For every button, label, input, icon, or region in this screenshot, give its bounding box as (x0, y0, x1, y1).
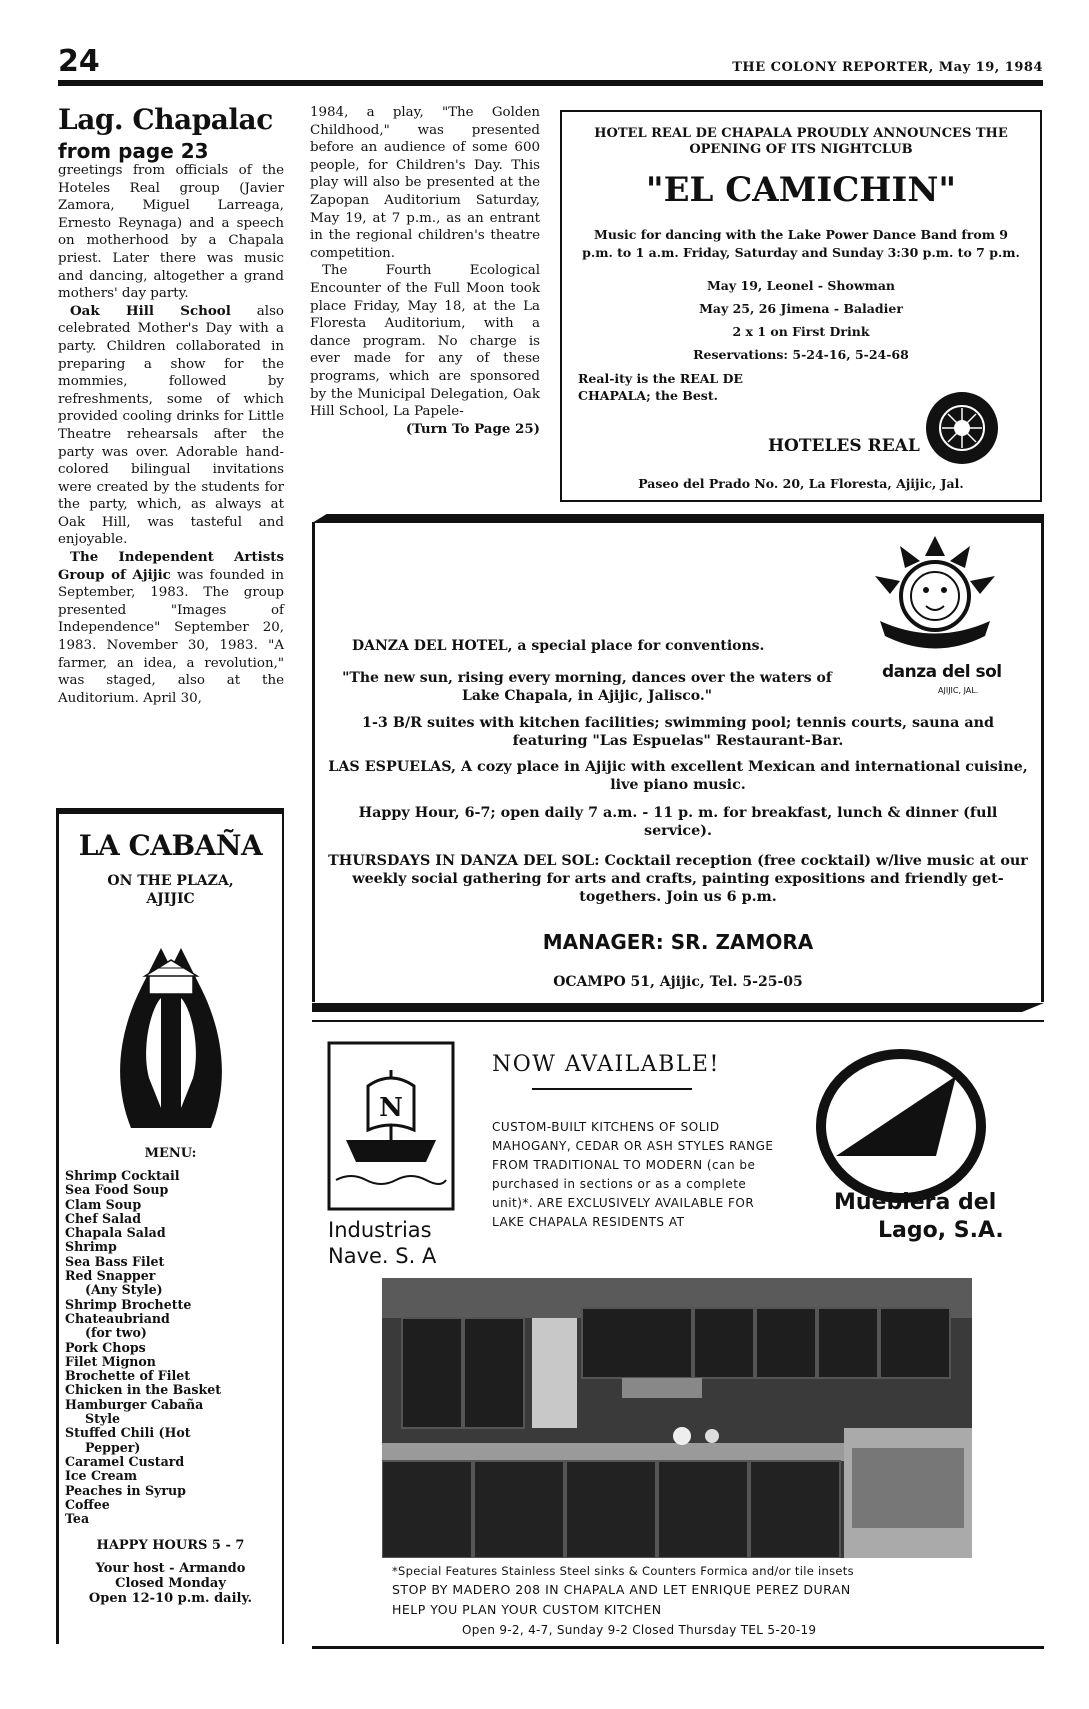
kitchens-stop-by: STOP BY MADERO 208 IN CHAPALA AND LET ENRIQUE PEREZ DURAN (392, 1582, 851, 1597)
bold-lead: The Independent Artists Group of Ajijic (58, 549, 284, 583)
danza-suites (326, 714, 1030, 750)
menu-item: Chapala Salad (65, 1225, 166, 1241)
article-column-2 (310, 104, 540, 438)
cabana-location-2: AJIJIC (146, 891, 195, 907)
hotel-real-ad (560, 110, 1042, 502)
ship-logo-icon (326, 1040, 456, 1212)
paragraph-text: was founded in September, 1983. The group presented "Images of Independence" September 20, 1983. November 30, 1983. "A farmer, an idea, a revolution," was staged, also at the Auditorium. April 30, (58, 567, 284, 706)
kitchen-photo (382, 1278, 972, 1558)
menu-item: Style (85, 1411, 121, 1427)
kitchens-help: HELP YOU PLAN YOUR CUSTOM KITCHEN (392, 1602, 662, 1617)
danza-bottom-rule (312, 1003, 1044, 1012)
hotel-slogan: Real-ity is the REAL DE CHAPALA; the Best. (578, 371, 743, 403)
paragraph-text: also celebrated Mother's Day with a party. Children collaborated in preparing a show for the mommies, followed by refreshments, some of which provided cooling drinks for Little Theatre rehearsals after the party was over. Adorable hand-colored bilingual invitations were created by the students for the party, which, as always at Oak Hill, was tasteful and enjoyable. (58, 303, 284, 548)
music-info: Music for dancing with the Lake Power Dance Band from 9 p.m. to 1 a.m. Friday, Saturday and Sunday 3:30 p.m. to 7 p.m. (582, 227, 1020, 260)
cabana-hours: Open 12-10 p.m. daily. (88, 1591, 253, 1607)
danza-espuelas: LAS ESPUELAS, A cozy place in Ajijic with excellent Mexican and international cuisine, live piano music. (328, 759, 1028, 793)
danza-quote: "The new sun, rising every morning, dances over the waters of Lake Chapala, in Ajijic, Jalisco." (342, 670, 832, 704)
kitchens-headline: NOW AVAILABLE! (492, 1052, 720, 1077)
left-brand-2: Nave. S. A (328, 1244, 437, 1268)
menu-item: Clam Soup (65, 1196, 142, 1212)
danza-sun-logo-icon (860, 526, 1010, 666)
svg-text:N: N (379, 1093, 403, 1123)
club-name: "EL CAMICHIN" (645, 170, 957, 210)
show-1: May 19, Leonel - Showman (706, 278, 896, 293)
kitchens-features: *Special Features Stainless Steel sinks & Counters Formica and/or tile insets (392, 1564, 854, 1578)
article-paragraph: greetings from officials of the Hoteles Real group (Javier Zamora, Miguel Larreaga, Ernesto Reynaga) and a speech on motherhood by a Chapala priest. Later there was music and dancing, altogether a grand mothers' day party. (58, 163, 284, 302)
danza-logo-sub: AJIJIC, JAL. (938, 686, 979, 695)
page-number: 24 (58, 44, 100, 79)
menu-item: Chicken in the Basket (65, 1382, 222, 1398)
menu-item: Pork Chops (65, 1339, 146, 1355)
cabana-name: LA CABAÑA (78, 829, 263, 862)
danza-ad (312, 514, 1044, 1012)
hotel-brand: HOTELES REAL (768, 436, 920, 456)
article-headline: Lag. Chapalac (58, 103, 273, 136)
menu-item: Filet Mignon (65, 1353, 156, 1369)
jump-line: (Turn To Page 25) (405, 420, 540, 437)
menu-item: Coffee (65, 1496, 110, 1512)
menu-title: MENU: (144, 1146, 197, 1161)
danza-top-rule (312, 514, 1044, 523)
kitchens-hours: Open 9-2, 4-7, Sunday 9-2 Closed Thursday TEL 5-20-19 (462, 1623, 817, 1637)
danza-thursdays: THURSDAYS IN DANZA DEL SOL: Cocktail reception (free cocktail) w/live music at our weekly social gathering for arts and crafts, painting expositions and friendly get-togethers. Join us 6 p.m. (328, 853, 1028, 905)
article-paragraph (58, 549, 284, 707)
article-column-1 (58, 104, 284, 707)
danza-happy-hour: Happy Hour, 6-7; open daily 7 a.m. - 11 p. m. for breakfast, lunch & dinner (full service). (358, 805, 998, 839)
kitchens-headline-rule (532, 1088, 692, 1090)
cabana-illustration-icon (101, 928, 241, 1128)
menu-item: Ice Cream (65, 1468, 138, 1484)
menu-item: Peaches in Syrup (65, 1482, 186, 1498)
menu-item: Sea Bass Filet (65, 1253, 165, 1269)
drink-promo: 2 x 1 on First Drink (732, 324, 870, 339)
danza-suites-text: 1-3 B/R suites with kitchen facilities; swimming pool; tennis courts, sauna and featuring "Las Espuelas" Restaurant-Bar. (362, 715, 994, 749)
menu-item: Chateaubriand (65, 1310, 170, 1326)
menu-item: Brochette of Filet (65, 1368, 191, 1384)
reservations: Reservations: 5-24-16, 5-24-68 (693, 347, 909, 362)
article-subhead: from page 23 (58, 139, 209, 163)
menu-list (65, 1169, 282, 1526)
menu-item: Caramel Custard (65, 1453, 185, 1469)
menu-item: Shrimp (65, 1239, 117, 1255)
hotel-logo-icon (922, 388, 1002, 468)
left-brand-1: Industrias (328, 1218, 432, 1242)
danza-manager: MANAGER: SR. ZAMORA (542, 930, 814, 954)
la-cabana-ad (56, 808, 284, 1644)
menu-item: (for two) (85, 1325, 147, 1341)
menu-item: Chef Salad (65, 1210, 141, 1226)
mueblera-logo-icon (806, 1046, 996, 1206)
menu-item: (Any Style) (85, 1282, 163, 1298)
menu-item: Sea Food Soup (65, 1182, 169, 1198)
menu-item: Shrimp Brochette (65, 1296, 192, 1312)
right-brand-2: Lago, S.A. (878, 1218, 1004, 1243)
menu-item: Hamburger Cabaña (65, 1396, 204, 1412)
menu-item: Red Snapper (65, 1268, 156, 1284)
bottom-rule (312, 1646, 1044, 1649)
article-paragraph: 1984, a play, "The Golden Childhood," was presented before an audience of some 600 people, for Children's Day. This play will also be presented at the Zapopan Auditorium Saturday, May 19, at 7 p.m., as an entrant in the regional children's theatre competition. (310, 105, 540, 261)
cabana-location-1: ON THE PLAZA, (107, 873, 234, 889)
bold-lead: Oak Hill School (70, 302, 231, 319)
kitchens-ad (312, 1020, 1044, 1648)
menu-item: Tea (65, 1511, 90, 1527)
hotel-announce: HOTEL REAL DE CHAPALA PROUDLY ANNOUNCES THE OPENING OF ITS NIGHTCLUB (594, 126, 1008, 157)
danza-logo-text: danza del sol (882, 662, 1002, 682)
right-brand-1: Mueblera del (834, 1190, 997, 1215)
top-rule (58, 80, 1043, 86)
article-paragraph: The Fourth Ecological Encounter of the Full Moon took place Friday, May 18, at the La Floresta Auditorium, with a dance program. No charge is ever made for any of these programs, which are sponsored by the Municipal Delegation, Oak Hill School, La Papele- (310, 263, 540, 420)
cabana-host: Your host - Armando (95, 1561, 246, 1577)
menu-item: Pepper) (85, 1439, 141, 1455)
article-paragraph (58, 303, 284, 549)
menu-item: Stuffed Chili (Hot (65, 1425, 191, 1441)
menu-item: Shrimp Cocktail (65, 1168, 180, 1183)
happy-hours: HAPPY HOURS 5 - 7 (96, 1538, 245, 1554)
hotel-address: Paseo del Prado No. 20, La Floresta, Ajijic, Jal. (638, 476, 964, 491)
cabana-closed: Closed Monday (115, 1576, 226, 1592)
show-2: May 25, 26 Jimena - Baladier (699, 301, 903, 316)
kitchens-body: CUSTOM-BUILT KITCHENS OF SOLID MAHOGANY, CEDAR OR ASH STYLES RANGE FROM TRADITIONAL TO MODERN (can be purchased in sections or as a complete unit)*. ARE EXCLUSIVELY AVAILABLE FOR LAKE CHAPALA RESIDENTS AT (492, 1120, 774, 1229)
danza-address: OCAMPO 51, Ajijic, Tel. 5-25-05 (553, 974, 803, 990)
running-head: THE COLONY REPORTER, May 19, 1984 (732, 60, 1043, 75)
danza-intro: DANZA DEL HOTEL, a special place for conventions. (352, 638, 765, 654)
